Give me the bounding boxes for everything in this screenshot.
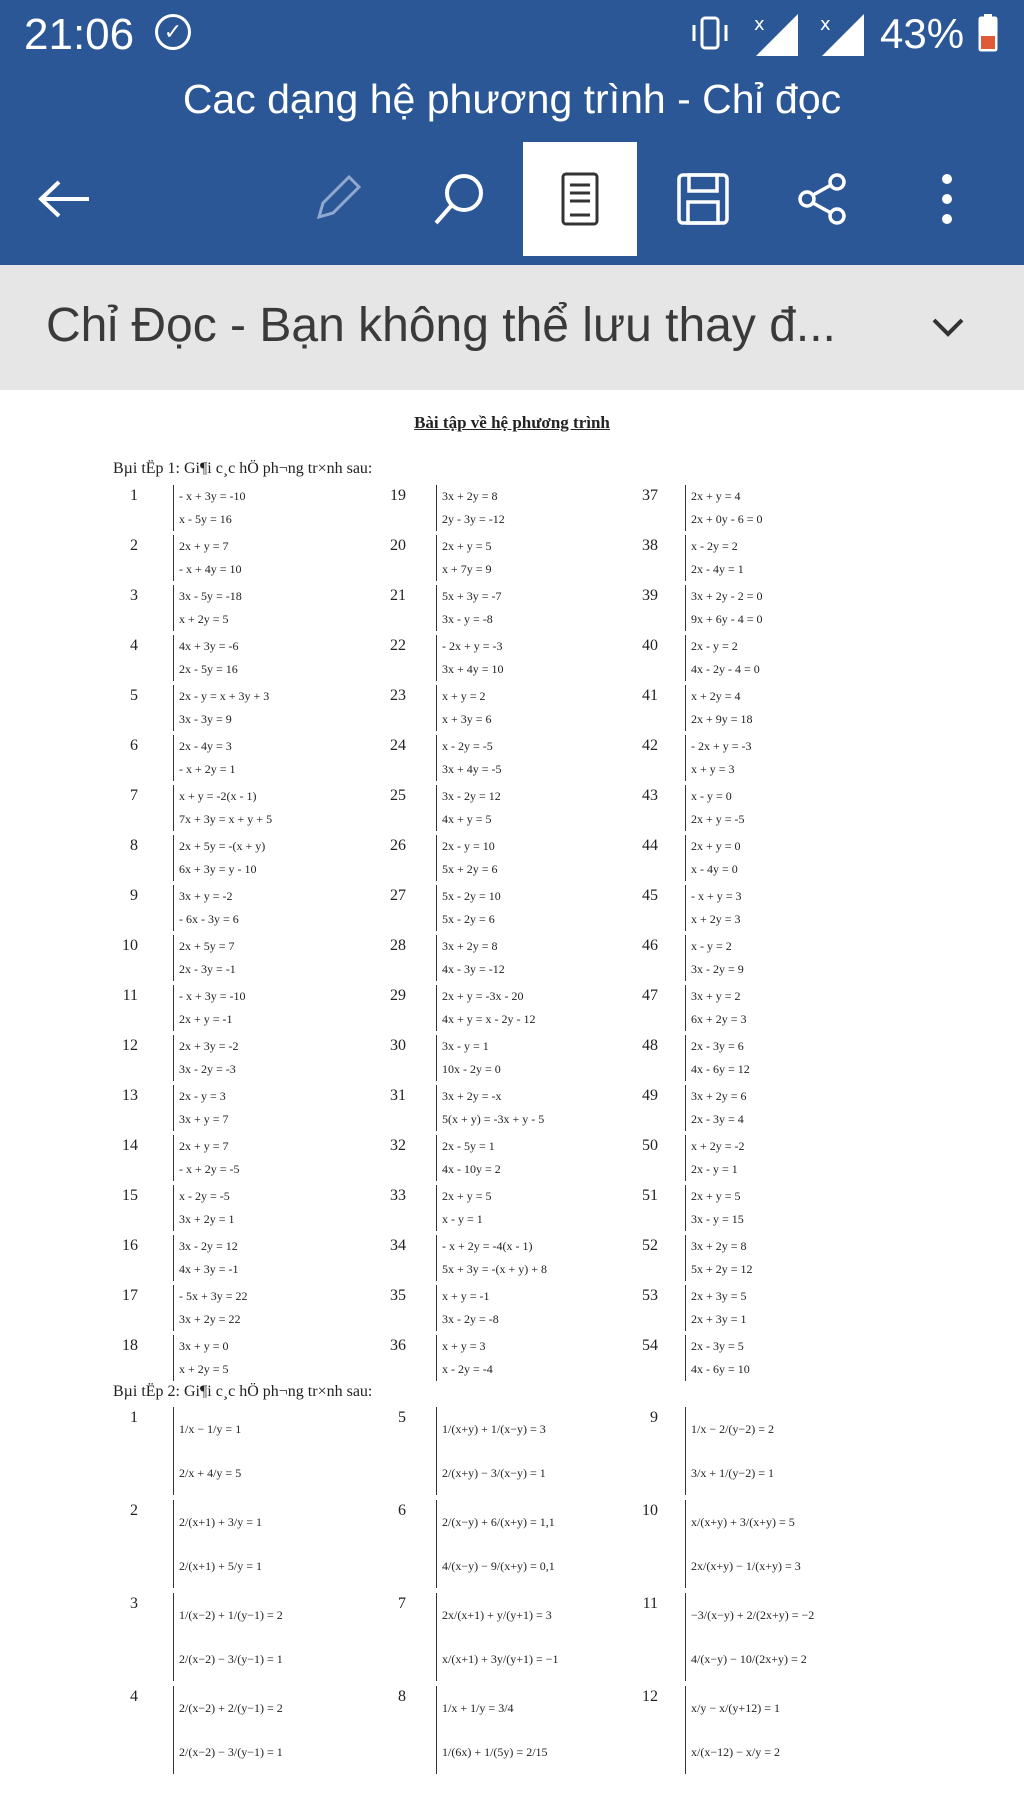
- equation: 3x + 2y = 8: [691, 1239, 747, 1253]
- equation: 4/(x−y) − 10/(2x+y) = 2: [691, 1652, 807, 1666]
- document-heading: Bài tập về hệ phương trình: [414, 413, 610, 432]
- equation: 2x + 3y = -2: [179, 1039, 239, 1053]
- equation: −3/(x−y) + 2/(2x+y) = −2: [691, 1608, 815, 1622]
- equation: 1/x + 1/y = 3/4: [442, 1701, 514, 1715]
- exercise-number: 45: [642, 887, 658, 904]
- equation: 3/x + 1/(y−2) = 1: [691, 1466, 774, 1480]
- check-circle-icon: ✓: [155, 14, 191, 50]
- equation: 4x + y = x - 2y - 12: [442, 1012, 536, 1026]
- exercise-number: 47: [642, 987, 658, 1004]
- equation: 2/(x+1) + 5/y = 1: [179, 1559, 262, 1573]
- equation-system: [436, 1135, 501, 1181]
- exercise-number: 34: [390, 1237, 406, 1254]
- battery-icon: [978, 14, 998, 52]
- equation: 2x + y = 5: [442, 539, 492, 553]
- equation-system: [173, 735, 236, 781]
- exercise-number: 53: [642, 1287, 658, 1304]
- exercise-number: 4: [130, 1688, 138, 1705]
- equation: x - 2y = 2: [691, 539, 738, 553]
- section-1-title: Bµi tËp 1: Gi¶i c¸c hÖ ph¬ng tr×nh sau:: [113, 460, 373, 477]
- equation: 3x + 2y = 22: [179, 1312, 241, 1326]
- equation-system: [436, 1085, 544, 1131]
- exercise-number: 1: [130, 1409, 138, 1426]
- equation-system: [685, 835, 741, 881]
- equation: 2x + 3y = 5: [691, 1289, 747, 1303]
- equation: - x + 4y = 10: [179, 562, 242, 576]
- equation: 5x + 2y = 12: [691, 1262, 753, 1276]
- equation: x + y = 2: [442, 689, 486, 703]
- equation-system: [685, 1135, 745, 1181]
- equation: 3x + 2y = 1: [179, 1212, 235, 1226]
- exercise-number: 22: [390, 637, 406, 654]
- equation: 2x + y = -5: [691, 812, 745, 826]
- equation: 2/(x+1) + 3/y = 1: [179, 1515, 262, 1529]
- equation: 2x + y = 7: [179, 1139, 229, 1153]
- equation: 2/(x−2) − 3/(y−1) = 1: [179, 1745, 283, 1759]
- equation: 2x + y = -1: [179, 1012, 233, 1026]
- equation: 3x + 4y = 10: [442, 662, 504, 676]
- app-bar: [0, 0, 1024, 265]
- exercise-number: 37: [642, 487, 658, 504]
- equation: 6x + 3y = y - 10: [179, 862, 257, 876]
- equation-system: [436, 1335, 493, 1381]
- equation-system: [685, 1500, 801, 1588]
- exercise-number: 44: [642, 837, 658, 854]
- equation-system: [685, 1335, 750, 1381]
- exercise-number: 9: [650, 1409, 658, 1426]
- signal-icon: [818, 10, 866, 58]
- equation-system: [685, 1035, 750, 1081]
- equation-system: [436, 935, 505, 981]
- equation: 2x + y = 0: [691, 839, 741, 853]
- equation-system: [685, 1407, 774, 1495]
- svg-text:x: x: [754, 14, 765, 35]
- equation: - 6x - 3y = 6: [179, 912, 239, 926]
- exercise-number: 13: [122, 1087, 138, 1104]
- equation: 4x + y = 5: [442, 812, 492, 826]
- equation: x/y − x/(y+12) = 1: [691, 1701, 780, 1715]
- equation: 3x - y = 15: [691, 1212, 744, 1226]
- exercise-number: 7: [130, 787, 138, 804]
- equation: 2x + y = 7: [179, 539, 229, 553]
- exercise-number: 2: [130, 1502, 138, 1519]
- equation-system: [436, 735, 502, 781]
- equation: 2x - 3y = -1: [179, 962, 236, 976]
- equation: x/(x+1) + 3y/(y+1) = −1: [442, 1652, 559, 1666]
- equation: - x + 2y = -5: [179, 1162, 240, 1176]
- save-button[interactable]: [646, 142, 760, 256]
- equation-system: [685, 1085, 747, 1131]
- equation: x + y = -1: [442, 1289, 490, 1303]
- equation: - 5x + 3y = 22: [179, 1289, 248, 1303]
- equation: x + 2y = 5: [179, 1362, 229, 1376]
- equation: 3x - y = -8: [442, 612, 493, 626]
- exercise-number: 4: [130, 637, 138, 654]
- equation: 9x + 6y - 4 = 0: [691, 612, 763, 626]
- equation-system: [685, 785, 745, 831]
- equation: x/(x−12) − x/y = 2: [691, 1745, 780, 1759]
- equation: x/(x+y) + 3/(x+y) = 5: [691, 1515, 795, 1529]
- equation-system: [436, 985, 536, 1031]
- more-options-button[interactable]: [890, 142, 1004, 256]
- equation: 3x - y = 1: [442, 1039, 489, 1053]
- equation: 2x - 3y = 4: [691, 1112, 744, 1126]
- equation-system: [173, 1035, 239, 1081]
- equation-system: [685, 1686, 780, 1774]
- equation: 2/(x−2) + 2/(y−1) = 2: [179, 1701, 283, 1715]
- equation-system: [436, 835, 498, 881]
- equation: 5x + 2y = 6: [442, 862, 498, 876]
- exercise-number: 21: [390, 587, 406, 604]
- exercise-number: 11: [642, 1595, 658, 1612]
- exercise-number: 25: [390, 787, 406, 804]
- equation: 2x - y = 3: [179, 1089, 226, 1103]
- equation: 2x + y = 5: [691, 1189, 741, 1203]
- equation: 5x + 3y = -(x + y) + 8: [442, 1262, 548, 1276]
- equation-system: [173, 535, 242, 581]
- equation: - 2x + y = -3: [442, 639, 503, 653]
- equation-system: [685, 1593, 814, 1681]
- exercise-number: 35: [390, 1287, 406, 1304]
- equation-system: [685, 935, 744, 981]
- exercise-number: 12: [642, 1688, 658, 1705]
- chevron-down-icon[interactable]: [928, 310, 968, 344]
- equation-system: [436, 485, 505, 531]
- equation: 2x - 4y = 1: [691, 562, 744, 576]
- equation: x - 2y = -5: [442, 739, 493, 753]
- equation: 2/(x−y) + 6/(x+y) = 1,1: [442, 1515, 555, 1529]
- exercise-number: 54: [642, 1337, 658, 1354]
- equation: x + y = 3: [442, 1339, 486, 1353]
- search-icon: [430, 169, 490, 229]
- equation-system: [173, 935, 236, 981]
- equation-system: [173, 1185, 235, 1231]
- exercise-number: 1: [130, 487, 138, 504]
- equation: 2x + 9y = 18: [691, 712, 753, 726]
- equation: 3x - 2y = 12: [179, 1239, 238, 1253]
- status-time: 21:06: [24, 10, 135, 59]
- equation-system: [436, 1235, 547, 1281]
- equation: 1/(6x) + 1/(5y) = 2/15: [442, 1745, 548, 1759]
- equation: x + 2y = 3: [691, 912, 741, 926]
- equation: 2x + y = 5: [442, 1189, 492, 1203]
- equation: 3x + y = 2: [691, 989, 741, 1003]
- equation-system: [173, 485, 246, 531]
- exercise-number: 3: [130, 1595, 138, 1612]
- equation: 10x - 2y = 0: [442, 1062, 501, 1076]
- equation-system: [173, 635, 239, 681]
- equation: 3x + 2y - 2 = 0: [691, 589, 763, 603]
- equation: 2x - y = x + 3y + 3: [179, 689, 270, 703]
- equation: - x + 3y = -10: [179, 989, 246, 1003]
- equation: 3x - 5y = -18: [179, 589, 242, 603]
- equation-system: [173, 1335, 229, 1381]
- back-button[interactable]: [8, 142, 122, 256]
- vibrate-icon: [688, 16, 732, 50]
- equation: 2x - y = 10: [442, 839, 495, 853]
- equation-system: [173, 785, 272, 831]
- equation-system: [685, 685, 753, 731]
- equation-system: [173, 1135, 240, 1181]
- equation-system: [436, 1035, 501, 1081]
- equation: 4x + 3y = -6: [179, 639, 239, 653]
- exercise-number: 29: [390, 987, 406, 1004]
- exercise-number: 42: [642, 737, 658, 754]
- exercise-number: 50: [642, 1137, 658, 1154]
- equation-system: [173, 1500, 262, 1588]
- equation-system: [436, 585, 502, 631]
- exercise-number: 23: [390, 687, 406, 704]
- read-only-banner[interactable]: [0, 265, 1024, 390]
- equation-system: [173, 1235, 239, 1281]
- equation-system: [685, 985, 747, 1031]
- equation: 4x - 6y = 10: [691, 1362, 750, 1376]
- equation: 7x + 3y = x + y + 5: [179, 812, 273, 826]
- equation-system: [685, 585, 763, 631]
- equation-system: [685, 735, 752, 781]
- exercise-number: 8: [398, 1688, 406, 1705]
- equation-system: [436, 1593, 559, 1681]
- equation: 2y - 3y = -12: [442, 512, 505, 526]
- equation-system: [173, 835, 265, 881]
- equation: 1/x − 1/y = 1: [179, 1422, 242, 1436]
- equation: - x + y = 3: [691, 889, 742, 903]
- equation: 3x + 2y = 8: [442, 489, 498, 503]
- equation-system: [173, 1285, 248, 1331]
- equation-system: [436, 885, 501, 931]
- equation: 2x/(x+y) − 1/(x+y) = 3: [691, 1559, 801, 1573]
- exercise-number: 40: [642, 637, 658, 654]
- equation-system: [436, 1285, 499, 1331]
- equation: 4x - 10y = 2: [442, 1162, 501, 1176]
- equation: 2x/(x+1) + y/(y+1) = 3: [442, 1608, 552, 1622]
- equation-system: [173, 1407, 241, 1495]
- section-2-title: Bµi tËp 2: Gi¶i c¸c hÖ ph¬ng tr×nh sau:: [113, 1383, 373, 1400]
- status-bar: [0, 0, 1024, 75]
- exercise-number: 33: [390, 1187, 406, 1204]
- exercise-number: 52: [642, 1237, 658, 1254]
- equation-system: [173, 1686, 283, 1774]
- equation-system: [436, 1407, 546, 1495]
- exercise-number: 24: [390, 737, 406, 754]
- share-icon: [795, 171, 851, 227]
- exercise-number: 19: [390, 487, 406, 504]
- equation-system: [436, 635, 504, 681]
- exercise-number: 5: [130, 687, 138, 704]
- equation: 5x + 3y = -7: [442, 589, 502, 603]
- exercise-number: 12: [122, 1037, 138, 1054]
- exercise-number: 3: [130, 587, 138, 604]
- exercise-number: 14: [122, 1137, 138, 1154]
- exercise-number: 27: [390, 887, 406, 904]
- equation-system: [173, 585, 242, 631]
- equation: 2/(x+y) − 3/(x−y) = 1: [442, 1466, 546, 1480]
- equation-system: [436, 1686, 548, 1774]
- exercise-number: 41: [642, 687, 658, 704]
- equation-system: [436, 685, 492, 731]
- exercise-number: 36: [390, 1337, 406, 1354]
- equation: x - 2y = -4: [442, 1362, 493, 1376]
- equation: 3x - 3y = 9: [179, 712, 232, 726]
- equation: 2x - 5y = 1: [442, 1139, 495, 1153]
- equation: 4/(x−y) − 9/(x+y) = 0,1: [442, 1559, 555, 1573]
- edit-button[interactable]: [280, 142, 394, 256]
- equation: 4x - 6y = 12: [691, 1062, 750, 1076]
- exercise-number: 26: [390, 837, 406, 854]
- equation: 2x + 5y = 7: [179, 939, 235, 953]
- banner-text: Chỉ Đọc - Bạn không thể lưu thay đ...: [46, 299, 836, 352]
- equation: x - 4y = 0: [691, 862, 738, 876]
- equation: 3x - 2y = 12: [442, 789, 501, 803]
- equation: x - 5y = 16: [179, 512, 232, 526]
- equation: x + y = -2(x - 1): [179, 789, 257, 803]
- exercise-number: 32: [390, 1137, 406, 1154]
- exercise-number: 38: [642, 537, 658, 554]
- equation-system: [685, 485, 763, 531]
- equation: 2x - 3y = 6: [691, 1039, 744, 1053]
- equation: - x + 2y = 1: [179, 762, 236, 776]
- equation: 3x - 2y = 9: [691, 962, 744, 976]
- equation: x + 7y = 9: [442, 562, 492, 576]
- equation-system: [173, 1085, 229, 1131]
- exercise-number: 10: [642, 1502, 658, 1519]
- equation-system: [173, 885, 239, 931]
- equation-system: [685, 635, 760, 681]
- equation: 5x - 2y = 10: [442, 889, 501, 903]
- equation: 2x - 5y = 16: [179, 662, 238, 676]
- equation: 3x + 4y = -5: [442, 762, 502, 776]
- reading-view-icon: [560, 171, 600, 227]
- equation: 4x - 3y = -12: [442, 962, 505, 976]
- equation: x + 2y = -2: [691, 1139, 745, 1153]
- exercise-number: 20: [390, 537, 406, 554]
- exercise-number: 2: [130, 537, 138, 554]
- equation: 6x + 2y = 3: [691, 1012, 747, 1026]
- exercise-number: 43: [642, 787, 658, 804]
- svg-text:x: x: [820, 14, 831, 35]
- equation: 2x - 3y = 5: [691, 1339, 744, 1353]
- equation: 3x + 2y = -x: [442, 1089, 502, 1103]
- exercise-number: 51: [642, 1187, 658, 1204]
- equation-system: [436, 1185, 492, 1231]
- equation-system: [436, 535, 492, 581]
- equation: x + 2y = 5: [179, 612, 229, 626]
- equation-system: [173, 985, 246, 1031]
- equation-system: [436, 785, 501, 831]
- equation: 2/(x−2) − 3/(y−1) = 1: [179, 1652, 283, 1666]
- equation: x - 2y = -5: [179, 1189, 230, 1203]
- document-page: [0, 395, 1024, 1820]
- equation: - x + 3y = -10: [179, 489, 246, 503]
- equation: 4x - 2y - 4 = 0: [691, 662, 760, 676]
- equation: x - y = 1: [442, 1212, 483, 1226]
- signal-icon: [752, 10, 800, 58]
- equation: 3x + y = 7: [179, 1112, 229, 1126]
- equation: 2x + 3y = 1: [691, 1312, 747, 1326]
- equation-system: [685, 885, 742, 931]
- equation: 2x + y = 4: [691, 489, 741, 503]
- equation-system: [173, 685, 269, 731]
- equation: x + y = 3: [691, 762, 735, 776]
- exercise-number: 30: [390, 1037, 406, 1054]
- equation: 3x + y = 0: [179, 1339, 229, 1353]
- equation: 1/x − 2/(y−2) = 2: [691, 1422, 774, 1436]
- share-button[interactable]: [766, 142, 880, 256]
- equation: 3x + y = -2: [179, 889, 233, 903]
- exercise-number: 46: [642, 937, 658, 954]
- exercise-number: 7: [398, 1595, 406, 1612]
- equation: 2x + 0y - 6 = 0: [691, 512, 763, 526]
- exercise-number: 9: [130, 887, 138, 904]
- equation: 3x + 2y = 8: [442, 939, 498, 953]
- exercise-number: 16: [122, 1237, 138, 1254]
- equation-system: [436, 1500, 555, 1588]
- equation-system: [685, 1185, 744, 1231]
- exercise-number: 6: [398, 1502, 406, 1519]
- equation: 5(x + y) = -3x + y - 5: [442, 1112, 545, 1126]
- equation-system: [685, 535, 744, 581]
- exercise-number: 17: [122, 1287, 138, 1304]
- equation-system: [173, 1593, 283, 1681]
- exercise-number: 10: [122, 937, 138, 954]
- exercise-number: 6: [130, 737, 138, 754]
- back-arrow-icon: [37, 179, 93, 219]
- exercise-number: 18: [122, 1337, 138, 1354]
- exercise-number: 8: [130, 837, 138, 854]
- equation: 3x + 2y = 6: [691, 1089, 747, 1103]
- equation: 2x - y = 2: [691, 639, 738, 653]
- exercise-number: 49: [642, 1087, 658, 1104]
- exercise-number: 5: [398, 1409, 406, 1426]
- equation: x - y = 2: [691, 939, 732, 953]
- exercise-number: 28: [390, 937, 406, 954]
- equation: 1/(x+y) + 1/(x−y) = 3: [442, 1422, 546, 1436]
- exercise-number: 48: [642, 1037, 658, 1054]
- equation: 1/(x−2) + 1/(y−1) = 2: [179, 1608, 283, 1622]
- reading-view-button[interactable]: [523, 142, 637, 256]
- equation: 3x - 2y = -8: [442, 1312, 499, 1326]
- equation: 5x - 2y = 6: [442, 912, 495, 926]
- document-title: Cac dạng hệ phương trình - Chỉ đọc: [182, 76, 842, 122]
- battery-percent: 43%: [880, 10, 965, 57]
- equation: 2x - 4y = 3: [179, 739, 232, 753]
- equation: 2x + 5y = -(x + y): [179, 839, 266, 853]
- equation: - 2x + y = -3: [691, 739, 752, 753]
- save-icon: [676, 172, 730, 226]
- equation: 3x - 2y = -3: [179, 1062, 236, 1076]
- exercise-number: 31: [390, 1087, 406, 1104]
- equation: x + 3y = 6: [442, 712, 492, 726]
- equation: x - y = 0: [691, 789, 732, 803]
- equation: 4x + 3y = -1: [179, 1262, 239, 1276]
- equation: 2x + y = -3x - 20: [442, 989, 524, 1003]
- pencil-icon: [309, 171, 365, 227]
- equation: 2/x + 4/y = 5: [179, 1466, 242, 1480]
- equation: 2x - y = 1: [691, 1162, 738, 1176]
- exercise-number: 11: [122, 987, 138, 1004]
- search-button[interactable]: [403, 142, 517, 256]
- equation: x + 2y = 4: [691, 689, 741, 703]
- exercise-number: 39: [642, 587, 658, 604]
- equation: - x + 2y = -4(x - 1): [442, 1239, 533, 1253]
- exercise-number: 15: [122, 1187, 138, 1204]
- equation-system: [685, 1285, 747, 1331]
- more-vertical-icon: [939, 172, 955, 226]
- equation-system: [685, 1235, 753, 1281]
